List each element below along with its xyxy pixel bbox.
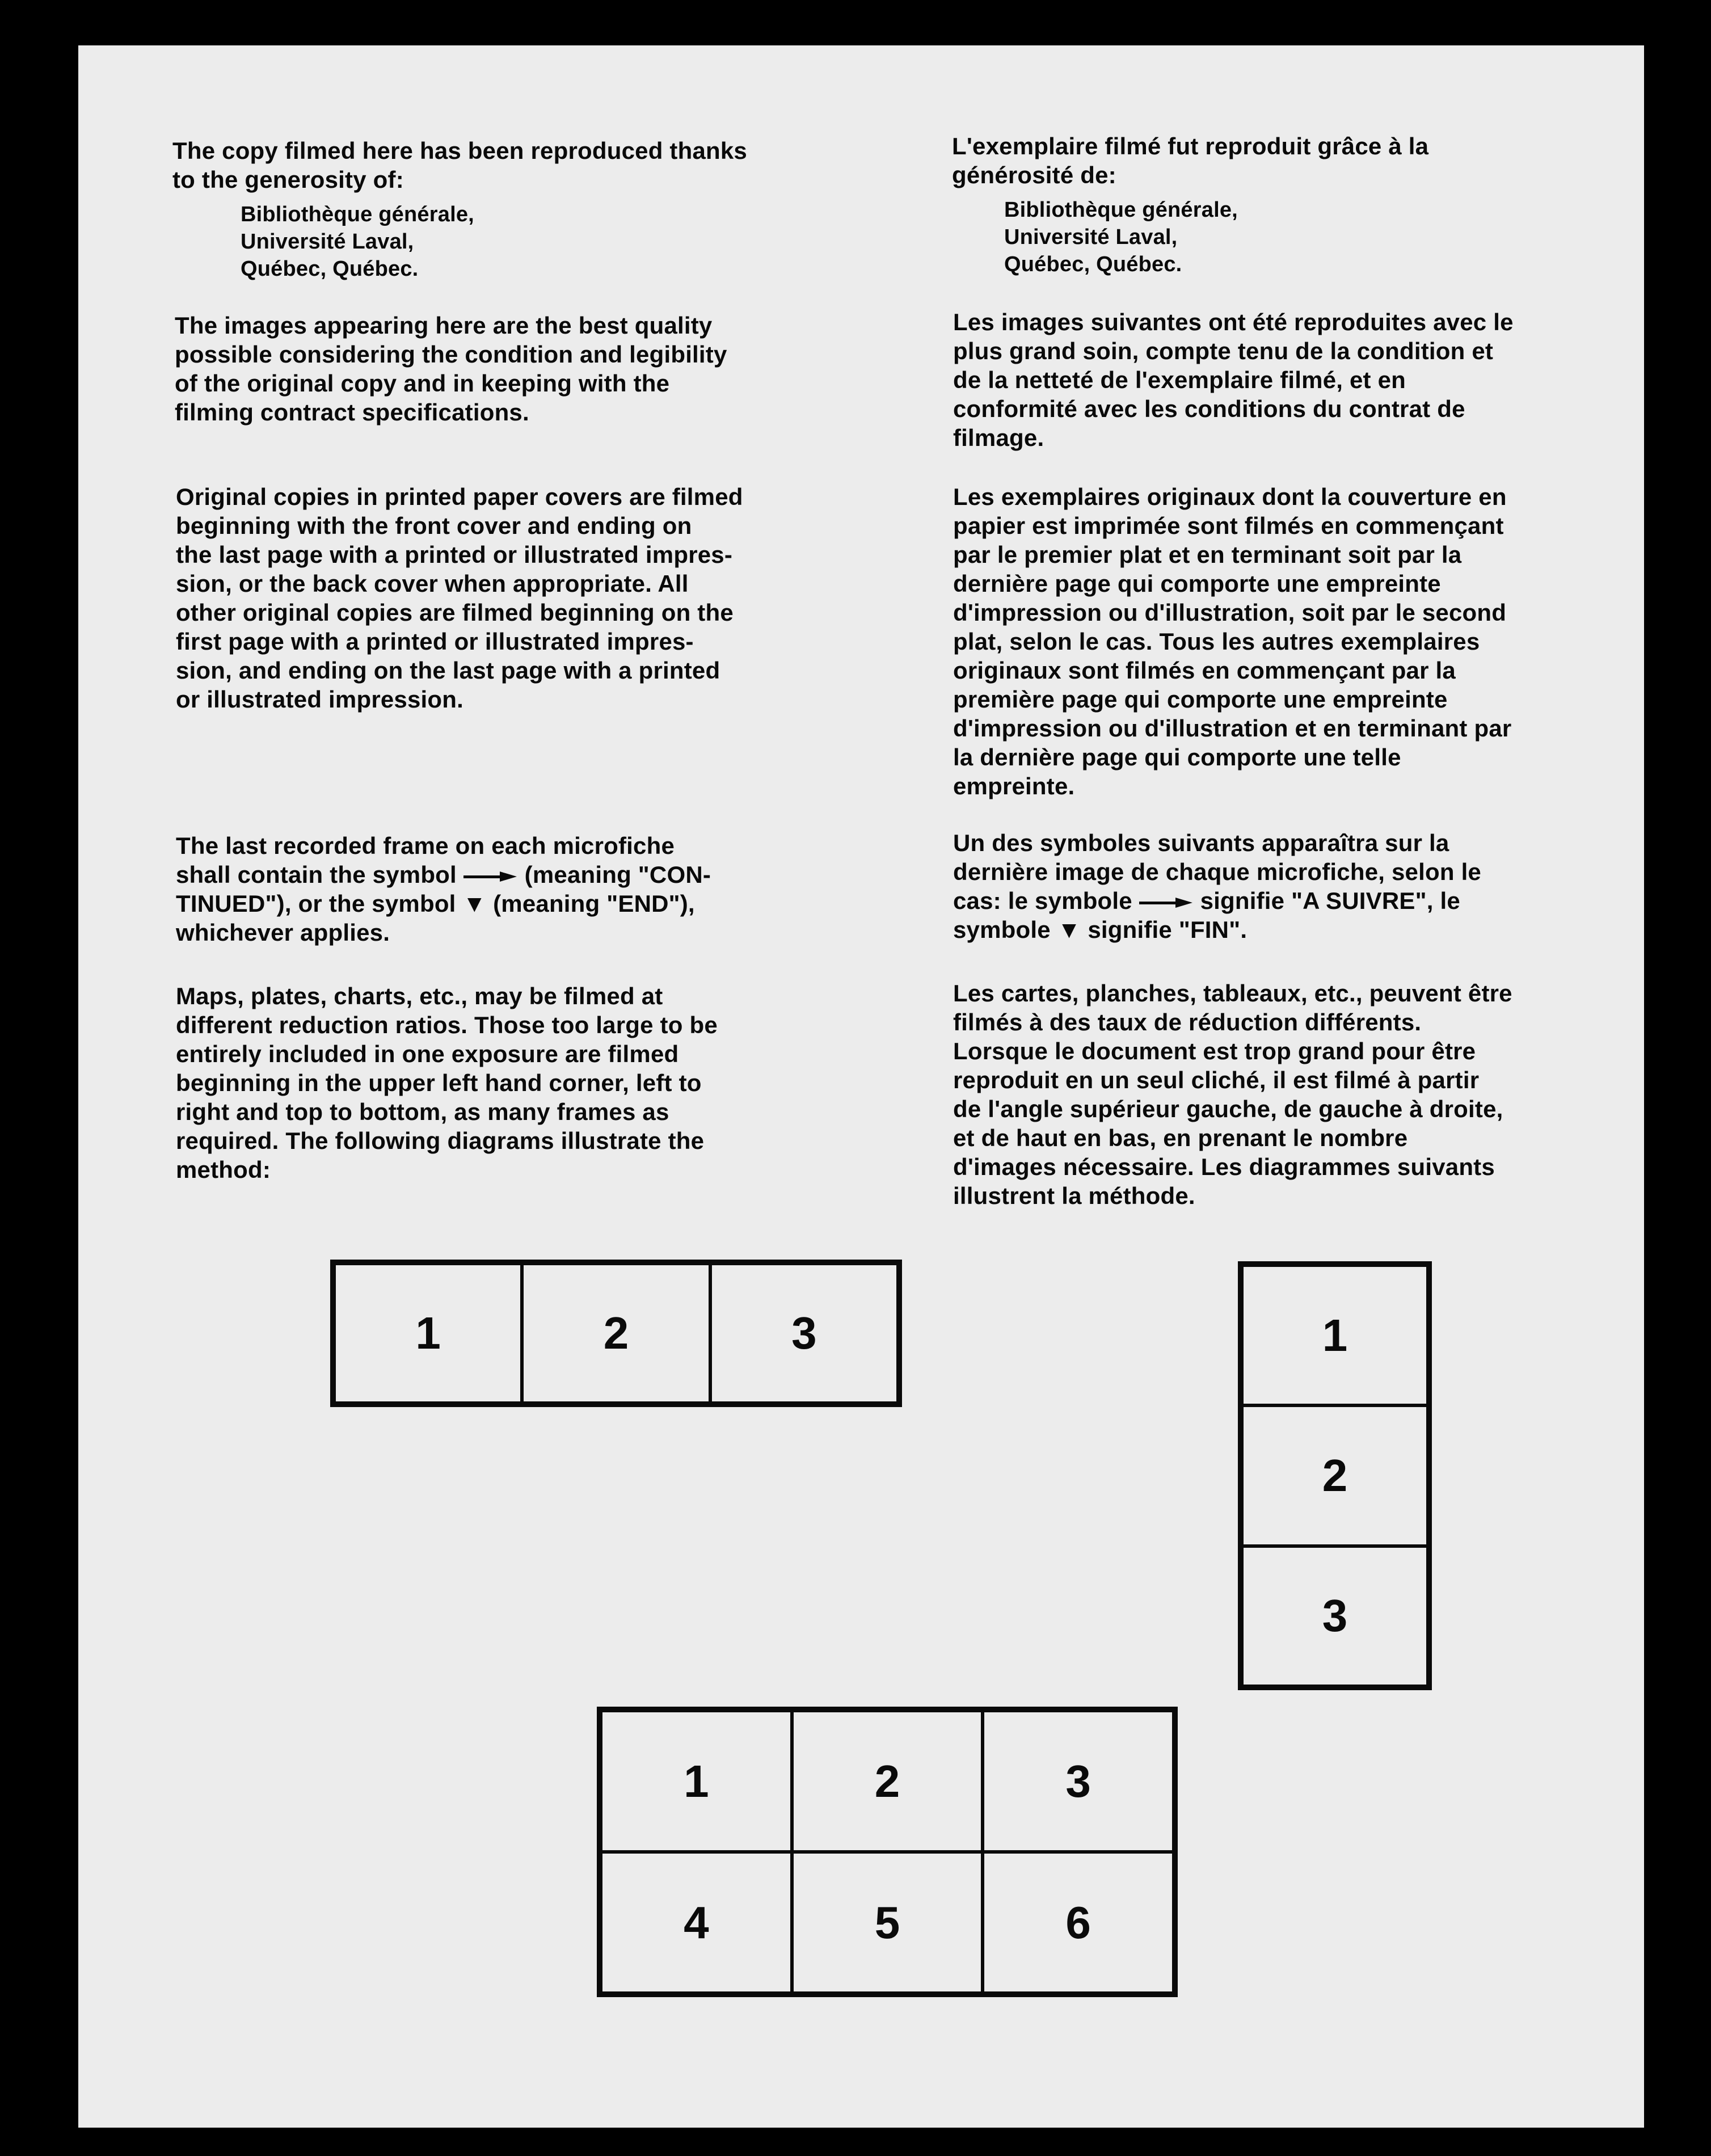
vertical-frame-diagram	[1238, 1261, 1432, 1690]
left-originals-paragraph: Original copies in printed paper covers are filmed beginning with the front cover and ending on the last page with a printed or illustrated impres- sion, or the back cover when appropriate. All other original copies are filmed beginning on the first page with a printed or illustrated impres- sion, and ending on the last page with a printed or illustrated impression.	[176, 483, 743, 713]
right-intro-block	[952, 132, 1633, 278]
right-maps-block	[953, 979, 1640, 1210]
left-symbol-text-b: (meaning "CON- TINUED"), or the symbol	[176, 861, 711, 917]
right-symbol-text-a: Un des symboles suivants apparaîtra sur la dernière image de chaque microfiche, selon le cas: le symbole	[953, 829, 1481, 914]
continued-arrow-icon	[463, 871, 518, 882]
right-originals-block	[953, 482, 1640, 801]
six-frame-grid-diagram	[597, 1707, 1178, 1997]
end-triangle-icon: ▼	[462, 890, 487, 917]
left-address: Bibliothèque générale, Université Laval, Québec, Québec.	[241, 203, 474, 281]
horizontal-frame-diagram	[330, 1260, 902, 1407]
left-intro-block	[172, 136, 876, 283]
diagram-cell: 2	[522, 1264, 710, 1403]
diagram-cell: 3	[710, 1264, 898, 1403]
diagram-cell: 3	[1242, 1546, 1428, 1686]
document-page	[78, 45, 1644, 2128]
left-symbol-block	[176, 831, 891, 947]
left-originals-block	[176, 482, 891, 714]
diagram-cell: 6	[983, 1852, 1174, 1993]
suivre-arrow-icon	[1139, 898, 1194, 908]
left-symbol-text-a: The last recorded frame on each microfiche shall contain the symbol	[176, 832, 675, 888]
right-originals-paragraph: Les exemplaires originaux dont la couverture en papier est imprimée sont filmés en commençant par le premier plat et en terminant soit par la dernière page qui comporte une empreinte d'impression ou d'illustration, soit par le second plat, selon le cas. Tous les autres exemplaires originaux sont filmés en commençant par la première page qui comporte une empreinte d'impression ou d'illustration et en terminant par la dernière page qui comporte une telle empreinte.	[953, 483, 1512, 799]
right-intro: L'exemplaire filmé fut reproduit grâce à la générosité de:	[952, 133, 1429, 188]
diagram-cell: 3	[983, 1711, 1174, 1852]
right-symbol-block	[953, 828, 1640, 944]
diagram-cell: 5	[792, 1852, 983, 1993]
right-quality-block	[953, 308, 1634, 452]
right-symbol-paragraph	[953, 828, 1640, 944]
diagram-cell: 1	[334, 1264, 522, 1403]
left-maps-block	[176, 982, 891, 1184]
right-address: Bibliothèque générale, Université Laval, Québec, Québec.	[1004, 198, 1238, 276]
left-quality-paragraph: The images appearing here are the best quality possible considering the condition and legibility of the original copy and in keeping with the filming contract specifications.	[175, 312, 727, 426]
left-symbol-text-c: (meaning "END"), whichever applies.	[176, 890, 695, 946]
right-maps-paragraph: Les cartes, planches, tableaux, etc., peuvent être filmés à des taux de réduction différents. Lorsque le document est trop grand pour être reproduit en un seul cliché, il est filmé à partir de l'angle supérieur gauche, de gauche à droite, et de haut en bas, en prenant le nombre d'images nécessaire. Les diagrammes suivants illustrent la méthode.	[953, 980, 1512, 1209]
left-intro: The copy filmed here has been reproduced thanks to the generosity of:	[172, 137, 747, 193]
diagram-cell: 1	[1242, 1265, 1428, 1405]
diagram-cell: 2	[792, 1711, 983, 1852]
right-quality-paragraph: Les images suivantes ont été reproduites avec le plus grand soin, compte tenu de la condition et de la netteté de l'exemplaire filmé, et en conformité avec les conditions du contrat de filmage.	[953, 309, 1514, 451]
diagram-cell: 1	[601, 1711, 792, 1852]
fin-triangle-icon: ▼	[1057, 916, 1081, 943]
left-symbol-paragraph	[176, 831, 891, 947]
diagram-cell: 4	[601, 1852, 792, 1993]
right-symbol-text-c: signifie "FIN".	[1088, 916, 1248, 943]
right-symbol-text-b: signifie "A SUIVRE", le symbole	[953, 887, 1460, 943]
diagram-cell: 2	[1242, 1405, 1428, 1546]
left-quality-block	[175, 311, 878, 427]
left-maps-paragraph: Maps, plates, charts, etc., may be filmed at different reduction ratios. Those too large to be entirely included in one exposure are filmed beginning in the upper left hand corner, left to right and top to bottom, as many frames as required. The following diagrams illustrate the method:	[176, 983, 718, 1183]
